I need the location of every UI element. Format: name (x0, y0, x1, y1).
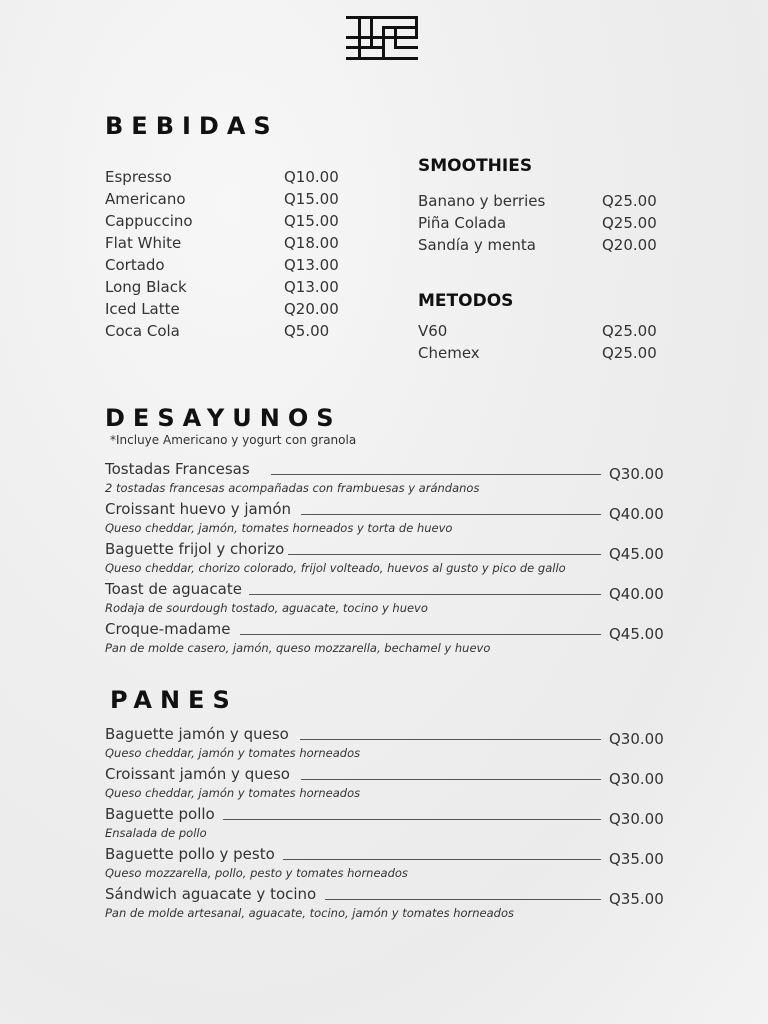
item-description: Rodaja de sourdough tostado, aguacate, tocino y huevo (105, 601, 428, 615)
item-price: Q18.00 (284, 234, 339, 252)
item-price: Q15.00 (284, 212, 339, 230)
item-description: Ensalada de pollo (105, 826, 207, 840)
item-description: Queso mozzarella, pollo, pesto y tomates horneados (105, 866, 408, 880)
item-price: Q30.00 (609, 730, 664, 748)
item-name: Baguette pollo (105, 805, 215, 823)
item-name: Tostadas Francesas (105, 460, 250, 478)
leader-line (249, 594, 601, 595)
menu-item (105, 883, 675, 923)
item-price: Q45.00 (609, 545, 664, 563)
item-name: Americano (105, 190, 186, 208)
metodos-heading: METODOS (418, 291, 514, 311)
item-price: Q13.00 (284, 278, 339, 296)
list-item (418, 190, 668, 212)
list-item (418, 212, 668, 234)
metodos-list (418, 320, 668, 364)
item-price: Q15.00 (284, 190, 339, 208)
bebidas-heading: BEBIDAS (105, 112, 279, 140)
item-price: Q30.00 (609, 770, 664, 788)
item-name: Baguette frijol y chorizo (105, 540, 285, 558)
item-description: Pan de molde casero, jamón, queso mozzarella, bechamel y huevo (105, 641, 491, 655)
list-item (105, 276, 345, 298)
item-name: Iced Latte (105, 300, 180, 318)
item-price: Q35.00 (609, 850, 664, 868)
menu-item (105, 723, 675, 763)
list-item (105, 210, 345, 232)
leader-line (300, 739, 601, 740)
item-name: Sandía y menta (418, 236, 536, 254)
menu-item (105, 803, 675, 843)
item-price: Q5.00 (284, 322, 330, 340)
item-description: Queso cheddar, jamón, tomates horneados y torta de huevo (105, 521, 453, 535)
brand-logo-icon (346, 14, 418, 62)
menu-item (105, 538, 675, 578)
item-name: Sándwich aguacate y tocino (105, 885, 317, 903)
bebidas-list (105, 166, 345, 342)
list-item (105, 188, 345, 210)
list-item (105, 232, 345, 254)
menu-item (105, 763, 675, 803)
item-price: Q30.00 (609, 810, 664, 828)
item-name: Croissant jamón y queso (105, 765, 290, 783)
panes-list (105, 723, 675, 923)
desayunos-heading: DESAYUNOS (105, 404, 342, 432)
smoothies-heading: SMOOTHIES (418, 156, 533, 176)
item-price: Q30.00 (609, 465, 664, 483)
leader-line (271, 474, 601, 475)
desayunos-note: *Incluye Americano y yogurt con granola (110, 433, 357, 447)
item-name: Espresso (105, 168, 172, 186)
item-name: Baguette pollo y pesto (105, 845, 275, 863)
item-price: Q40.00 (609, 585, 664, 603)
item-price: Q10.00 (284, 168, 339, 186)
item-price: Q13.00 (284, 256, 339, 274)
item-price: Q25.00 (602, 192, 657, 210)
list-item (105, 254, 345, 276)
menu-item (105, 578, 675, 618)
list-item (418, 342, 668, 364)
item-name: Piña Colada (418, 214, 507, 232)
smoothies-list (418, 190, 668, 256)
item-name: Croque-madame (105, 620, 231, 638)
item-name: V60 (418, 322, 448, 340)
item-price: Q20.00 (602, 236, 657, 254)
list-item (418, 320, 668, 342)
item-name: Coca Cola (105, 322, 180, 340)
menu-item (105, 618, 675, 658)
item-description: 2 tostadas francesas acompañadas con frambuesas y arándanos (105, 481, 480, 495)
item-price: Q20.00 (284, 300, 339, 318)
item-name: Chemex (418, 344, 480, 362)
desayunos-list (105, 458, 675, 658)
leader-line (223, 819, 601, 820)
item-name: Baguette jamón y queso (105, 725, 289, 743)
list-item (105, 320, 345, 342)
item-description: Queso cheddar, jamón y tomates horneados (105, 746, 361, 760)
leader-line (288, 554, 601, 555)
menu-item (105, 498, 675, 538)
panes-heading: PANES (110, 686, 238, 714)
list-item (418, 234, 668, 256)
item-price: Q45.00 (609, 625, 664, 643)
leader-line (240, 634, 601, 635)
item-name: Flat White (105, 234, 182, 252)
item-price: Q35.00 (609, 890, 664, 908)
item-price: Q25.00 (602, 344, 657, 362)
list-item (105, 166, 345, 188)
menu-item (105, 843, 675, 883)
item-name: Long Black (105, 278, 187, 296)
leader-line (301, 779, 601, 780)
item-price: Q25.00 (602, 214, 657, 232)
item-price: Q40.00 (609, 505, 664, 523)
leader-line (283, 859, 601, 860)
leader-line (325, 899, 601, 900)
item-description: Queso cheddar, jamón y tomates horneados (105, 786, 361, 800)
item-price: Q25.00 (602, 322, 657, 340)
item-name: Croissant huevo y jamón (105, 500, 291, 518)
item-description: Pan de molde artesanal, aguacate, tocino, jamón y tomates horneados (105, 906, 515, 920)
leader-line (301, 514, 601, 515)
item-name: Cappuccino (105, 212, 193, 230)
menu-item (105, 458, 675, 498)
list-item (105, 298, 345, 320)
item-name: Banano y berries (418, 192, 546, 210)
item-name: Cortado (105, 256, 165, 274)
item-description: Queso cheddar, chorizo colorado, frijol volteado, huevos al gusto y pico de gallo (105, 561, 566, 575)
item-name: Toast de aguacate (105, 580, 242, 598)
